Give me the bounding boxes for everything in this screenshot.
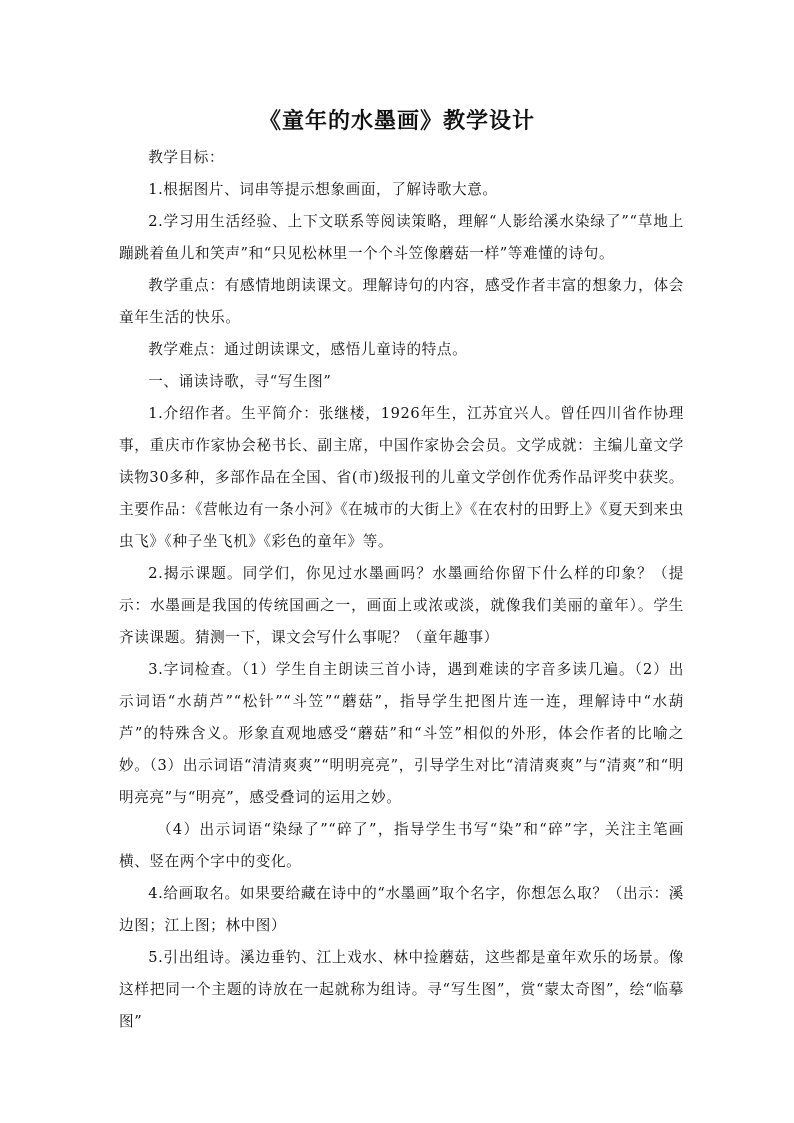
paragraph-objective-2: 2.学习用生活经验、上下文联系等阅读策略，理解“人影给溪水染绿了”“草地上蹦跳着鱼儿和笑声”和“只见松林里一个个斗笠像蘑菇一样”等难懂的诗句。 [119, 213, 684, 262]
paragraph-name-picture: 4.给画取名。如果要给藏在诗中的“水墨画”取个名字，你想怎么取？（出示：溪边图；江上图；林中图） [119, 885, 684, 934]
paragraph-poem-group: 5.引出组诗。溪边垂钓、江上戏水、林中捡蘑菇，这些都是童年欢乐的场景。像这样把同一个主题的诗放在一起就称为组诗。寻“写生图”，赏“蒙太奇图”，绘“临摹图” [119, 949, 684, 1030]
paragraph-author-intro: 1.介绍作者。生平简介：张继楼，1926年生，江苏宜兴人。曾任四川省作协理事，重庆市作家协会秘书长、副主席，中国作家协会会员。文学成就：主编儿童文学读物30多种，多部作品在全国、省(市)级报刊的儿童文学创作优秀作品评奖中获奖。主要作品：《营帐边有一条小河》《在城市的大街上》《在农村的田野上》《夏天到来虫虫飞》《种子坐飞机》《彩色的童年》等。 [119, 405, 684, 550]
paragraph-reveal-topic: 2.揭示课题。同学们，你见过水墨画吗？水墨画给你留下什么样的印象？（提示：水墨画是我国的传统国画之一，画面上或浓或淡，就像我们美丽的童年）。学生齐读课题。猜测一下，课文会写什么事呢？（童年趣事） [119, 565, 684, 646]
document-title: 《童年的水墨画》教学设计 [258, 108, 535, 134]
document-body [119, 142, 684, 1038]
paragraph-objectives-heading: 教学目标： [148, 149, 225, 166]
paragraph-difficulties: 教学难点：通过朗读课文，感悟儿童诗的特点。 [148, 341, 468, 358]
paragraph-vocabulary-writing: （4）出示词语“染绿了”“碎了”，指导学生书写“染”和“碎”字，关注主笔画横、竖在两个字中的变化。 [119, 821, 684, 870]
section-heading-1: 一、诵读诗歌，寻“写生图” [148, 373, 332, 390]
paragraph-objective-1: 1.根据图片、词串等提示想象画面，了解诗歌大意。 [148, 181, 498, 198]
paragraph-key-points: 教学重点：有感情地朗读课文。理解诗句的内容，感受作者丰富的想象力，体会童年生活的快乐。 [119, 277, 684, 326]
paragraph-vocabulary-check: 3.字词检查。（1）学生自主朗读三首小诗，遇到难读的字音多读几遍。（2）出示词语“水葫芦”“松针”“斗笠”“蘑菇”，指导学生把图片连一连，理解诗中“水葫芦”的特殊含义。形象直观地感受“蘑菇”和“斗笠”相似的外形，体会作者的比喻之妙。（3）出示词语“清清爽爽”“明明亮亮”，引导学生对比“清清爽爽”与“清爽”和“明明亮亮”与“明亮”，感受叠词的运用之妙。 [119, 661, 684, 806]
